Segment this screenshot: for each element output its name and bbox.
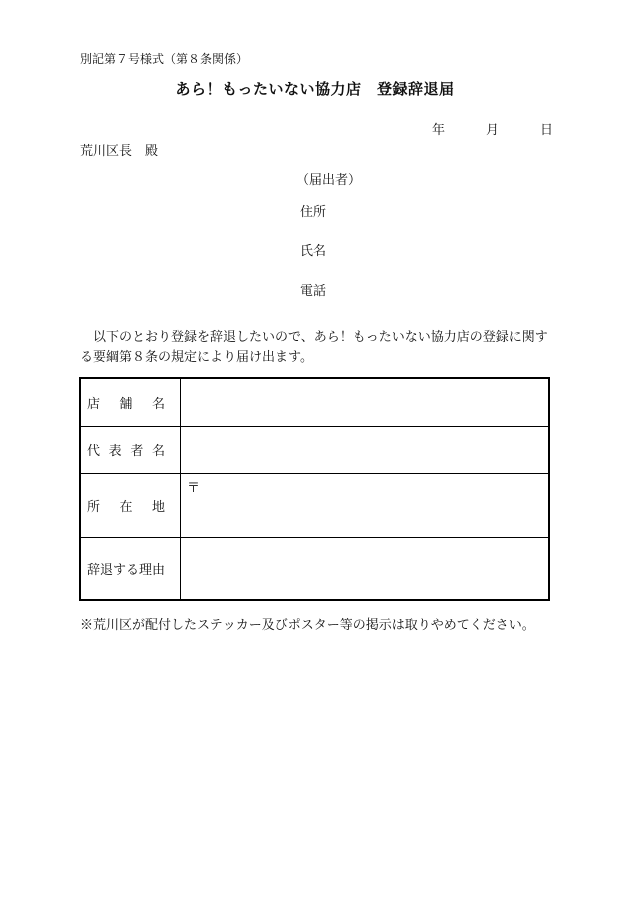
notifier-name-label: 氏名	[300, 244, 327, 259]
date-line	[432, 119, 553, 138]
representative-label	[80, 426, 181, 473]
postal-mark: 〒	[187, 480, 201, 496]
location-char: 所	[87, 499, 101, 515]
representative-char: 者	[130, 444, 144, 459]
notifier-address-label: 住所	[300, 205, 327, 220]
location-char: 在	[119, 499, 133, 515]
representative-char: 表	[108, 444, 122, 459]
representative-char: 名	[151, 444, 165, 459]
document-title: あら！もったいない協力店 登録辞退届	[175, 80, 455, 98]
notifier-heading: （届出者）	[296, 173, 362, 188]
location-char: 地	[151, 499, 165, 515]
store-name-label	[80, 378, 181, 426]
form-number: 別記第７号様式（第８条関係）	[80, 52, 249, 66]
day-label: 日	[540, 123, 554, 138]
month-label: 月	[486, 123, 500, 138]
representative-char: 代	[87, 444, 101, 459]
location-field[interactable]	[181, 473, 550, 537]
store-name-char: 店	[87, 396, 101, 412]
store-name-field[interactable]	[181, 378, 550, 426]
year-label: 年	[432, 123, 446, 138]
notifier-phone-label: 電話	[300, 284, 327, 299]
location-label	[80, 473, 181, 537]
reason-field[interactable]	[181, 537, 550, 600]
reason-label: 辞退する理由	[80, 537, 181, 600]
body-text: 以下のとおり登録を辞退したいので、あら！もったいない協力店の登録に関する要綱第８条の規定により届け出ます。	[80, 330, 548, 365]
representative-field[interactable]	[181, 426, 550, 473]
store-name-char: 舗	[119, 396, 133, 412]
footnote: ※荒川区が配付したステッカー及びポスター等の掲示は取りやめてください。	[80, 618, 535, 633]
store-name-char: 名	[151, 396, 165, 412]
addressee: 荒川区長 殿	[80, 144, 159, 159]
withdrawal-table	[79, 377, 550, 601]
